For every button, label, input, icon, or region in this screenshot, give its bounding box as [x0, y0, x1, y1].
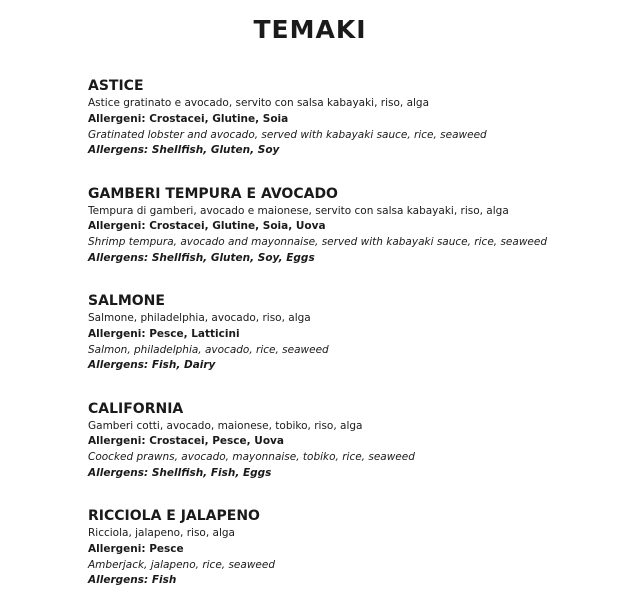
item-name: SALMONE	[88, 293, 165, 309]
item-description-english: Shrimp tempura, avocado and mayonnaise, served with kabayaki sauce, rice, seaweed	[88, 236, 547, 249]
item-allergens-english: Allergens: Shellfish, Gluten, Soy, Eggs	[88, 251, 315, 264]
menu-item-california	[88, 397, 608, 505]
menu-item-ricciola-jalapeno	[88, 504, 608, 612]
item-allergens-english: Allergens: Shellfish, Gluten, Soy	[88, 144, 280, 157]
item-allergens-english: Allergens: Fish	[88, 574, 177, 587]
item-allergens-italian: Allergeni: Crostacei, Glutine, Soia, Uova	[88, 220, 326, 233]
item-description-italian: Gamberi cotti, avocado, maionese, tobiko, riso, alga	[88, 419, 363, 432]
item-description-english: Salmon, philadelphia, avocado, rice, seaweed	[88, 343, 329, 356]
item-name: GAMBERI TEMPURA E AVOCADO	[88, 185, 338, 202]
item-name: CALIFORNIA	[88, 400, 184, 417]
item-description-english: Gratinated lobster and avocado, served with kabayaki sauce, rice, seaweed	[88, 128, 487, 141]
item-allergens-english: Allergens: Fish, Dairy	[88, 359, 216, 372]
item-allergens-italian: Allergeni: Crostacei, Glutine, Soia	[88, 112, 289, 125]
item-allergens-italian: Allergeni: Pesce, Latticini	[88, 327, 240, 340]
item-description-english: Amberjack, jalapeno, rice, seaweed	[88, 558, 275, 571]
menu-item-gamberi-tempura	[88, 182, 608, 290]
page-title: TEMAKI	[253, 15, 367, 44]
item-allergens-english: Allergens: Shellfish, Fish, Eggs	[88, 466, 272, 479]
item-description-italian: Tempura di gamberi, avocado e maionese, servito con salsa kabayaki, riso, alga	[88, 204, 509, 217]
item-description-italian: Ricciola, jalapeno, riso, alga	[88, 527, 235, 539]
item-allergens-italian: Allergeni: Crostacei, Pesce, Uova	[88, 435, 284, 448]
menu-item-astice	[88, 74, 608, 182]
item-description-english: Coocked prawns, avocado, mayonnaise, tobiko, rice, seaweed	[88, 451, 415, 464]
item-description-italian: Salmone, philadelphia, avocado, riso, alga	[88, 312, 311, 324]
item-description-italian: Astice gratinato e avocado, servito con salsa kabayaki, riso, alga	[88, 97, 430, 109]
item-name: RICCIOLA E JALAPENO	[88, 508, 260, 524]
item-allergens-italian: Allergeni: Pesce	[88, 542, 184, 555]
menu-list	[88, 74, 608, 612]
menu-item-salmone	[88, 289, 608, 397]
item-name: ASTICE	[88, 78, 144, 94]
